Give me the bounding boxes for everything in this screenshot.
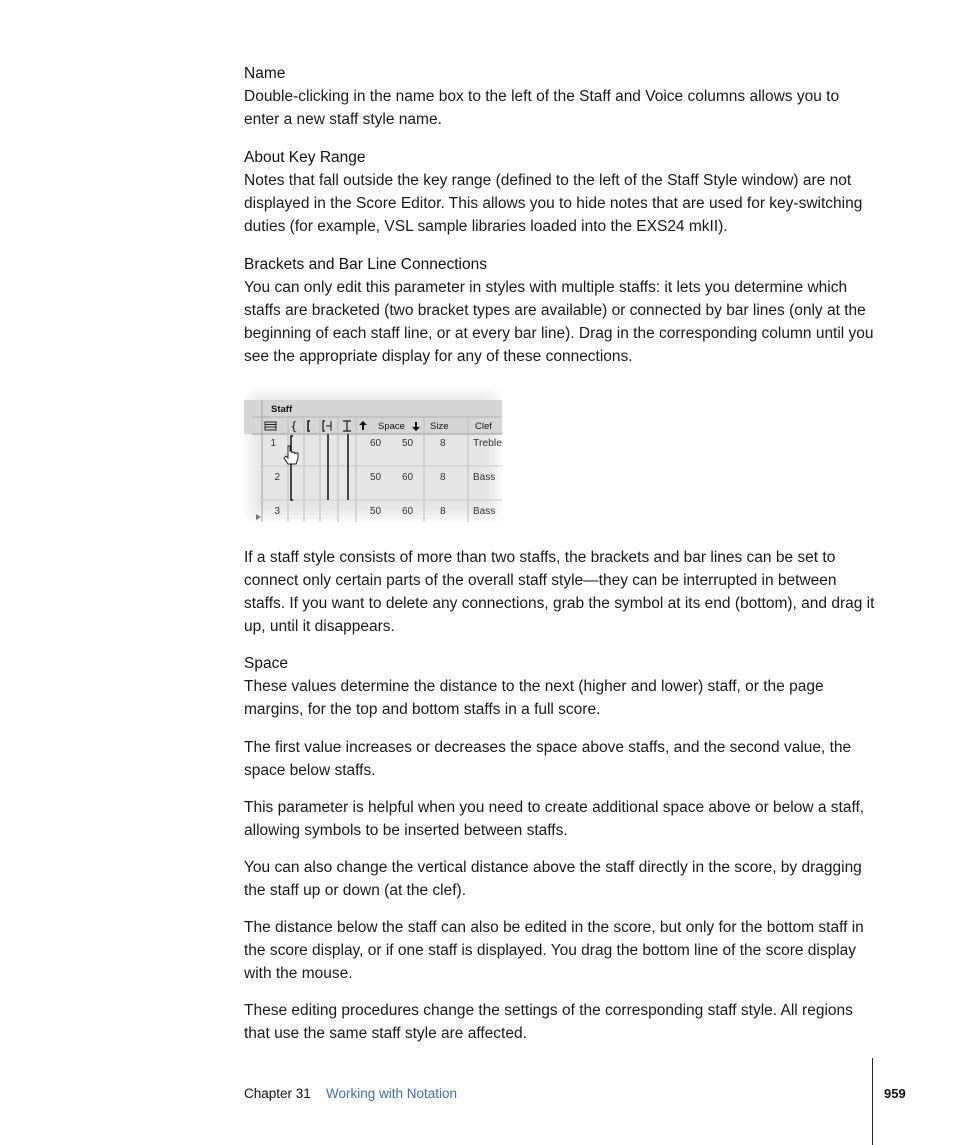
- footer-chapter: Chapter 31: [244, 1086, 311, 1101]
- section-body: Notes that fall outside the key range (defined to the left of the Staff Style window) are not displayed in the Score Editor. This allows you to hide notes that are used for key-switching duties (for example, VSL sample libraries loaded into the EXS24 mkII).: [244, 172, 863, 235]
- space-paragraph: The distance below the staff can also be edited in the score, but only for the bottom staff in the score display, or if one staff is displayed. You drag the bottom line of the score display with the mouse.: [244, 919, 864, 982]
- figure-space-above[interactable]: 60: [370, 438, 382, 449]
- section-brackets: [244, 253, 878, 368]
- section-body: Double-clicking in the name box to the left of the Staff and Voice columns allows you to enter a new staff style name.: [244, 88, 840, 128]
- brackets-paragraph: If a staff style consists of more than two staffs, the brackets and bar lines can be set to connect only certain parts of the overall staff style—they can be interrupted in between staffs. If you want to delete any connections, grab the symbol at its end (bottom), and drag it up, until it disappears.: [244, 549, 875, 635]
- staff-table-figure: [244, 388, 502, 522]
- section-heading: Brackets and Bar Line Connections: [244, 256, 487, 273]
- section-heading: About Key Range: [244, 149, 366, 166]
- figure-space-below[interactable]: 60: [402, 506, 414, 517]
- figure-header-space: Space: [378, 421, 405, 432]
- figure-row-number: 3: [274, 506, 280, 517]
- figure-space-above[interactable]: 50: [370, 506, 382, 517]
- figure-row-number: 2: [274, 472, 280, 483]
- staff-bracket[interactable]: [291, 436, 293, 500]
- staff-style-screenshot: [244, 388, 502, 522]
- disclosure-triangle-icon[interactable]: [256, 514, 261, 520]
- brace-icon: {: [290, 419, 298, 433]
- figure-space-below[interactable]: 50: [402, 438, 414, 449]
- figure-space-above[interactable]: 50: [370, 472, 382, 483]
- space-paragraph: This parameter is helpful when you need to create additional space above or below a staff, allowing symbols to be inserted between staffs.: [244, 799, 865, 839]
- space-paragraph: The first value increases or decreases the space above staffs, and the second value, the space below staffs.: [244, 739, 852, 779]
- figure-size[interactable]: 8: [440, 472, 446, 483]
- section-key-range: [244, 146, 878, 238]
- page-number: 959: [884, 1086, 906, 1101]
- figure-size[interactable]: 8: [440, 506, 446, 517]
- space-paragraph: You can also change the vertical distance above the staff directly in the score, by dragging the staff up or down (at the clef).: [244, 859, 862, 899]
- space-paragraph: These editing procedures change the settings of the corresponding staff style. All regions that use the same staff style are affected.: [244, 1002, 853, 1042]
- footer-chapter-title[interactable]: Working with Notation: [326, 1086, 458, 1101]
- figure-row-number: 1: [270, 438, 276, 449]
- section-name: [244, 62, 878, 131]
- section-heading: Name: [244, 65, 286, 82]
- section-body: These values determine the distance to the next (higher and lower) staff, or the page margins, for the top and bottom staffs in a full score.: [244, 678, 824, 718]
- figure-clef[interactable]: Bass: [473, 506, 496, 517]
- section-body: You can only edit this parameter in styles with multiple staffs: it lets you determine which staffs are bracketed (two bracket types are available) or connected by bar lines (only at the beginning of each staff line, or at every bar line). Drag in the corresponding column until you see the appropriate display for any of these connections.: [244, 279, 874, 365]
- page-content: [244, 62, 878, 1059]
- section-heading: Space: [244, 655, 288, 672]
- footer-divider: [872, 1058, 873, 1145]
- figure-group-label: Staff: [271, 404, 293, 415]
- figure-header-size: Size: [430, 421, 449, 432]
- figure-space-below[interactable]: 60: [402, 472, 414, 483]
- figure-clef[interactable]: Treble: [473, 438, 502, 449]
- figure-size[interactable]: 8: [440, 438, 446, 449]
- section-space: [244, 652, 878, 721]
- figure-clef[interactable]: Bass: [473, 472, 496, 483]
- figure-header-clef: Clef: [475, 421, 492, 432]
